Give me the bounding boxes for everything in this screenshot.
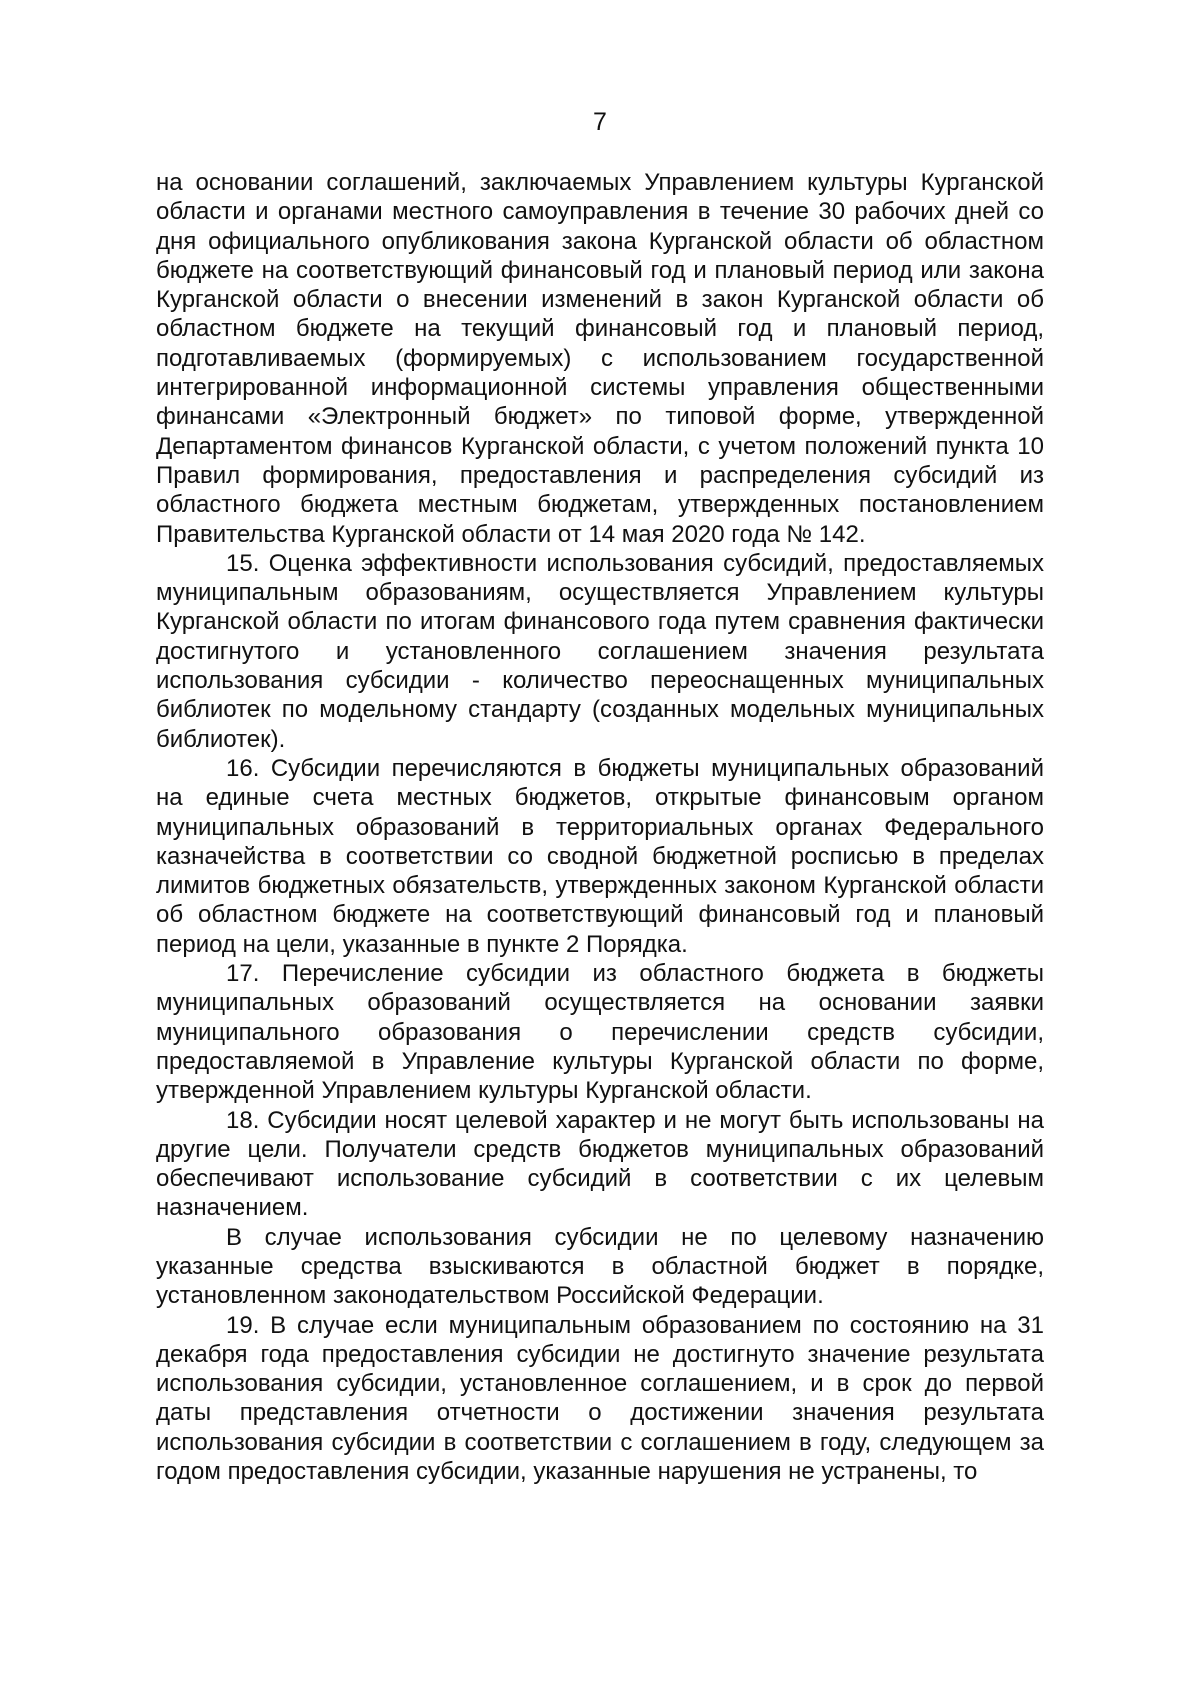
page-number: 7 xyxy=(593,108,607,136)
paragraph: 16. Субсидии перечисляются в бюджеты муниципальных образований на единые счета местных бюджетов, открытые финансовым органом муниципальных образований в территориальных органах Федерального казначейства в соответствии со сводной бюджетной росписью в пределах лимитов бюджетных обязательств, утвержденных законом Курганской области об областном бюджете на соответствующий финансовый год и плановый период на цели, указанные в пункте 2 Порядка. xyxy=(156,754,1044,958)
paragraph: 19. В случае если муниципальным образованием по состоянию на 31 декабря года предоставления субсидии не достигнуто значение результата использования субсидии, установленное соглашением, и в срок до первой даты представления отчетности о достижении значения результата использования субсидии в соответствии с соглашением в году, следующем за годом предоставления субсидии, указанные нарушения не устранены, то xyxy=(156,1311,1044,1486)
paragraph: 15. Оценка эффективности использования субсидий, предоставляемых муниципальным образованиям, осуществляется Управлением культуры Курганской области по итогам финансового года путем сравнения фактически достигнутого и установленного соглашением значения результата использования субсидии - количество переоснащенных муниципальных библиотек по модельному стандарту (созданных модельных муниципальных библиотек). xyxy=(156,549,1044,753)
paragraph: 18. Субсидии носят целевой характер и не могут быть использованы на другие цели. Получатели средств бюджетов муниципальных образований обеспечивают использование субсидий в соответствии с их целевым назначением. xyxy=(156,1106,1044,1222)
paragraph: на основании соглашений, заключаемых Управлением культуры Курганской области и органами местного самоуправления в течение 30 рабочих дней со дня официального опубликования закона Курганской области об областном бюджете на соответствующий финансовый год и плановый период или закона Курганской области о внесении изменений в закон Курганской области об областном бюджете на текущий финансовый год и плановый период, подготавливаемых (формируемых) с использованием государственной интегрированной информационной системы управления общественными финансами «Электронный бюджет» по типовой форме, утвержденной Департаментом финансов Курганской области, с учетом положений пункта 10 Правил формирования, предоставления и распределения субсидий из областного бюджета местным бюджетам, утвержденных постановлением Правительства Курганской области от 14 мая 2020 года № 142. xyxy=(156,169,1044,548)
paragraph: 17. Перечисление субсидии из областного бюджета в бюджеты муниципальных образований осуществляется на основании заявки муниципального образования о перечислении средств субсидии, предоставляемой в Управление культуры Курганской области по форме, утвержденной Управлением культуры Курганской области. xyxy=(156,960,1044,1105)
document-body xyxy=(156,168,1044,1486)
paragraph: В случае использования субсидии не по целевому назначению указанные средства взыскиваются в областной бюджет в порядке, установленном законодательством Российской Федерации. xyxy=(156,1223,1044,1310)
